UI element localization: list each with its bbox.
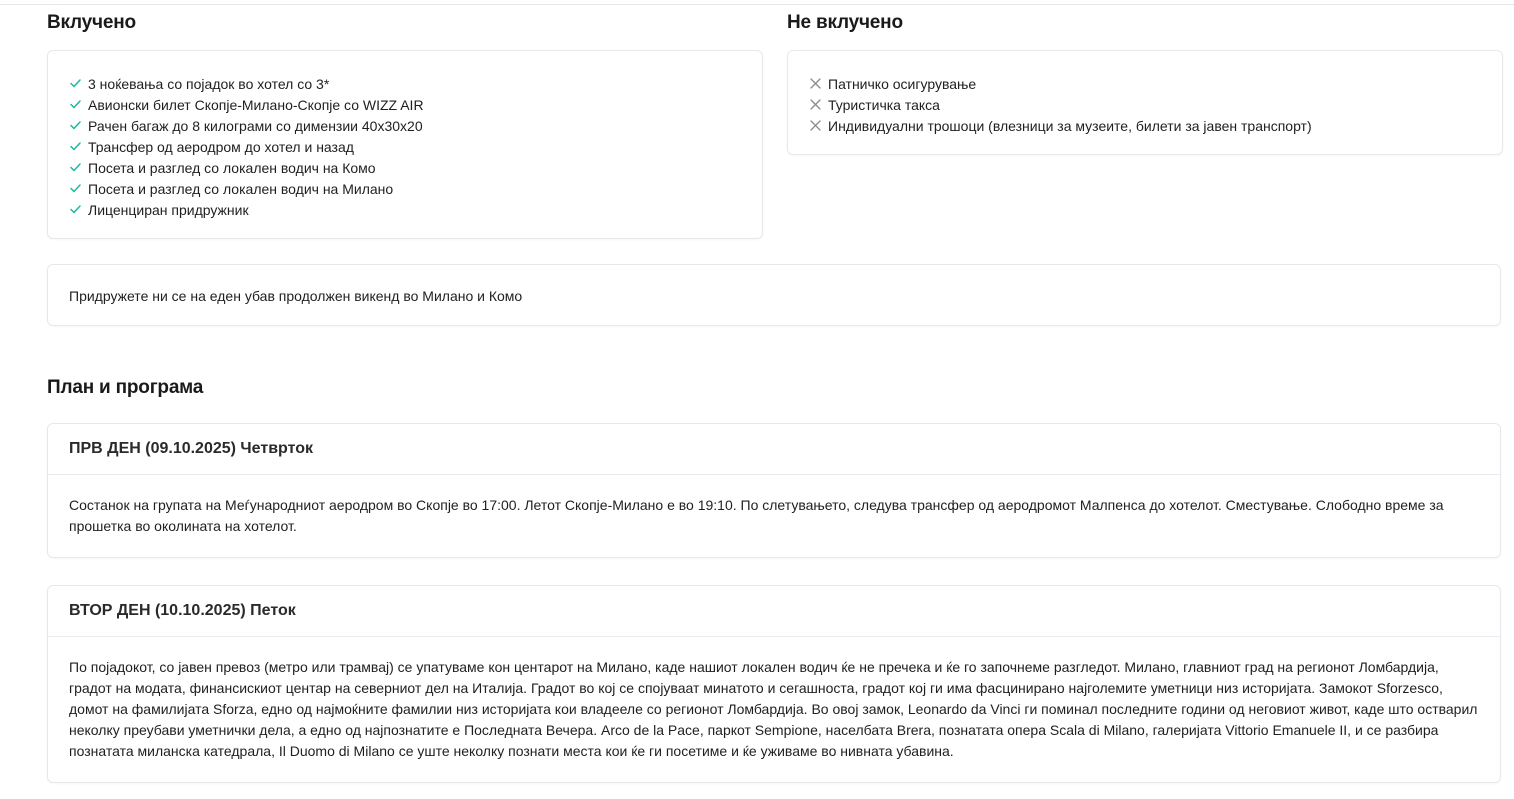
check-icon (70, 121, 88, 130)
close-icon (810, 120, 828, 131)
list-item (810, 115, 1481, 136)
plan-title: План и програма (47, 377, 204, 398)
list-item-label: 3 ноќевања со појадок во хотел со 3* (88, 75, 330, 92)
not-included-section (787, 12, 1503, 155)
check-icon (70, 79, 88, 88)
day-text: По појадокот, со јавен превоз (метро или трамвај) се упатуваме кон центарот на Милано, каде нашиот локален водич ќе не пречека и ќе го започнеме разгледот. Милано, главниот град на регионот Ломбардија, градот на модата, финансискиот центар на северниот дел на Италија. Градот во кој се спојуваат минатото и сегашноста, градот кој ги има фасцинирано најголемите уметници низ историјата. Замокот Sforzesco, домот на фамилијата Sforza, едно од најмоќните фамилии низ историјата кои владееле со регионот Ломбардија. Во овој замок, Leonardo da Vinci ги поминал последните години од неговиот живот, каде што остварил неколку преубави уметнички дела, а едно од најпознатите е Последната Вечера. Arco de la Pace, паркот Sempione, населбата Brera, познатата опера Scala di Milano, галеријата Vittorio Emanuele II, и се разбира познатата миланска катедрала, Il Duomo di Milano се уште неколку познати места кои ќе ги посетиме и ќе уживаме во нивната убавина. (69, 659, 1478, 759)
check-icon (70, 163, 88, 172)
not-included-card (787, 50, 1503, 155)
day-heading: ВТОР ДЕН (10.10.2025) Петок (48, 586, 1500, 637)
list-item (70, 178, 741, 199)
not-included-title: Не вклучено (787, 12, 903, 33)
included-title: Вклучено (47, 12, 136, 33)
included-card (47, 50, 763, 239)
list-item (70, 73, 741, 94)
included-list (70, 73, 741, 220)
check-icon (70, 100, 88, 109)
day-card-1 (47, 423, 1501, 558)
list-item (70, 94, 741, 115)
check-icon (70, 184, 88, 193)
top-divider (0, 4, 1514, 5)
list-item (70, 199, 741, 220)
list-item (70, 115, 741, 136)
not-included-list (810, 73, 1481, 136)
list-item (70, 136, 741, 157)
day-heading: ПРВ ДЕН (09.10.2025) Четврток (48, 424, 1500, 475)
close-icon (810, 78, 828, 89)
list-item-label: Посета и разглед со локален водич на Комо (88, 159, 376, 176)
list-item (810, 73, 1481, 94)
list-item-label: Лиценциран придружник (88, 201, 249, 218)
list-item-label: Трансфер од аеродром до хотел и назад (88, 138, 354, 155)
list-item-label: Патничко осигурување (828, 75, 977, 92)
check-icon (70, 205, 88, 214)
close-icon (810, 99, 828, 110)
list-item-label: Рачен багаж до 8 килограми со димензии 40x30x20 (88, 117, 423, 134)
list-item-label: Индивидуални трошоци (влезници за музеите, билети за јавен транспорт) (828, 117, 1312, 134)
day-card-2 (47, 585, 1501, 783)
check-icon (70, 142, 88, 151)
list-item-label: Авионски билет Скопје-Милано-Скопје со WIZZ AIR (88, 96, 424, 113)
included-section (47, 12, 763, 239)
trip-description: Придружете ни се на еден убав продолжен викенд во Милано и Комо (69, 288, 523, 304)
list-item-label: Посета и разглед со локален водич на Милано (88, 180, 394, 197)
list-item (70, 157, 741, 178)
trip-description-card (47, 264, 1501, 326)
day-text: Состанок на групата на Меѓународниот аеродром во Скопје во 17:00. Летот Скопје-Милано е во 19:10. По слетувањето, следува трансфер од аеродромот Малпенса до хотелот. Сместување. Слободно време за прошетка во околината на хотелот. (69, 497, 1444, 534)
list-item (810, 94, 1481, 115)
list-item-label: Туристичка такса (828, 96, 940, 113)
